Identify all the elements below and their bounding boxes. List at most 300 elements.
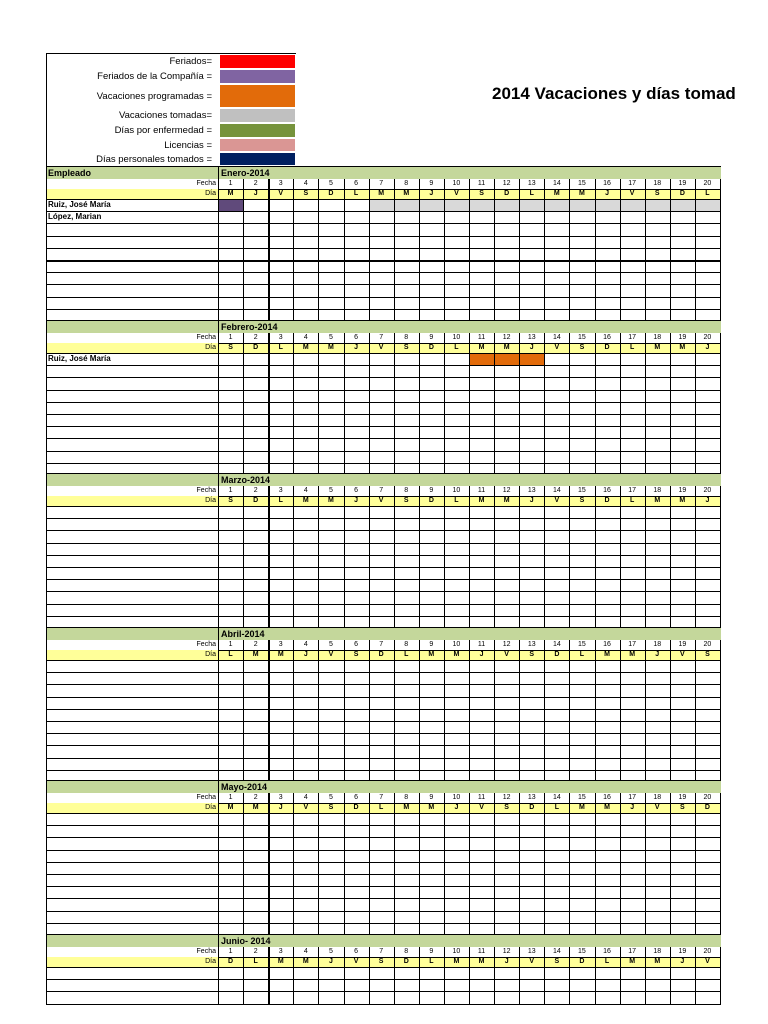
grid-line [519, 947, 520, 1004]
dia-label: Día [205, 344, 216, 351]
weekday-cell: S [504, 804, 509, 811]
weekday-cell: D [228, 958, 234, 965]
weekday-cell: L [429, 958, 434, 965]
employee-name: Ruiz, José María [48, 354, 111, 363]
date-cell: 20 [703, 487, 712, 494]
date-cell: 19 [678, 334, 687, 341]
grid-line [544, 486, 545, 628]
fecha-label: Fecha [196, 334, 216, 341]
weekday-cell: D [679, 190, 685, 197]
grid-line [419, 333, 420, 475]
date-cell: 16 [603, 794, 611, 801]
grid-line [344, 179, 345, 321]
weekday-cell: M [403, 804, 410, 811]
weekday-cell: S [328, 804, 334, 811]
weekday-cell: D [554, 651, 560, 658]
grid-line [544, 947, 545, 1004]
grid-line [268, 947, 270, 1004]
grid-line [394, 793, 395, 935]
legend-swatch [219, 152, 296, 166]
weekday-cell: M [328, 344, 334, 351]
fecha-label: Fecha [196, 948, 216, 955]
date-cell: 16 [603, 641, 611, 648]
weekday-cell: M [478, 497, 485, 504]
month-block [46, 627, 721, 782]
date-cell: 13 [527, 641, 536, 648]
grid-line [645, 179, 646, 321]
grid-line [469, 793, 470, 935]
weekday-cell: D [579, 958, 585, 965]
page-title: 2014 Vacaciones y días tomad [492, 84, 736, 103]
grid-line [620, 179, 621, 321]
weekday-cell: L [353, 190, 359, 197]
date-cell: 3 [278, 641, 283, 648]
grid-line [268, 333, 270, 475]
date-cell: 2 [253, 487, 258, 494]
weekday-cell: M [453, 958, 460, 965]
date-cell: 17 [628, 334, 637, 341]
grid-line [595, 486, 596, 628]
legend-item [47, 84, 296, 108]
date-cell: 11 [477, 334, 486, 341]
weekday-cell: J [278, 804, 283, 811]
date-cell: 16 [603, 334, 611, 341]
grid-line [268, 486, 270, 628]
weekday-cell: L [228, 651, 233, 658]
weekday-cell: V [705, 958, 710, 965]
weekday-cell: J [504, 958, 509, 965]
grid-line [293, 179, 294, 321]
date-cell: 4 [303, 794, 308, 801]
grid-line [46, 1004, 721, 1005]
legend-item [47, 138, 296, 152]
weekday-cell: S [705, 651, 710, 658]
date-cell: 9 [429, 641, 434, 648]
date-cell: 19 [678, 180, 687, 187]
grid-line [670, 486, 671, 628]
legend-label: Feriados= [169, 56, 212, 67]
date-cell: 11 [477, 794, 486, 801]
weekday-cell: M [503, 497, 510, 504]
weekday-cell: V [328, 651, 334, 658]
date-cell: 10 [452, 334, 461, 341]
month-block [46, 934, 721, 1004]
weekday-cell: V [303, 804, 309, 811]
date-cell: 2 [253, 641, 258, 648]
date-cell: 14 [552, 334, 561, 341]
grid-line [670, 947, 671, 1004]
weekday-cell: M [604, 804, 610, 811]
grid-line [544, 333, 545, 475]
weekday-cell: D [428, 497, 434, 504]
grid-line [46, 166, 47, 321]
weekday-cell: V [454, 190, 459, 197]
weekday-cell: M [328, 497, 334, 504]
grid-line [720, 640, 721, 782]
weekday-cell: M [277, 651, 284, 658]
grid-line [720, 333, 721, 475]
weekday-cell: D [378, 651, 384, 658]
date-cell: 4 [303, 641, 308, 648]
grid-line [444, 947, 445, 1004]
weekday-cell: M [629, 651, 636, 658]
grid-line [369, 640, 370, 782]
grid-line [569, 333, 570, 475]
date-cell: 16 [603, 948, 611, 955]
grid-line [218, 627, 219, 782]
date-cell: 5 [328, 487, 333, 494]
day-mark[interactable] [469, 353, 544, 365]
date-cell: 1 [228, 180, 233, 187]
dia-label: Día [205, 958, 216, 965]
weekday-cell: D [253, 497, 259, 504]
grid-line [720, 793, 721, 935]
dia-label: Día [205, 190, 216, 197]
month-block [46, 320, 721, 475]
grid-line [469, 179, 470, 321]
date-cell: 19 [678, 794, 687, 801]
date-cell: 17 [628, 641, 637, 648]
date-cell: 9 [429, 948, 434, 955]
date-cell: 18 [653, 794, 662, 801]
weekday-cell: S [228, 344, 233, 351]
weekday-cell: M [227, 804, 234, 811]
weekday-cell: D [428, 344, 434, 351]
grid-line [494, 486, 495, 628]
weekday-cell: S [303, 190, 309, 197]
weekday-cell: S [353, 651, 359, 658]
employee-name: Ruiz, José María [48, 200, 111, 209]
legend-label: Días por enfermedad = [114, 125, 212, 136]
grid-line [394, 947, 395, 1004]
weekday-cell: V [378, 344, 384, 351]
grid-line [645, 947, 646, 1004]
weekday-cell: D [504, 190, 510, 197]
date-cell: 15 [578, 794, 586, 801]
date-cell: 8 [404, 948, 409, 955]
weekday-cell: V [529, 958, 535, 965]
date-cell: 12 [502, 180, 511, 187]
grid-line [444, 793, 445, 935]
grid-line [243, 486, 244, 628]
weekday-cell: S [579, 497, 585, 504]
legend-item [47, 108, 296, 123]
date-cell: 9 [429, 794, 434, 801]
weekday-cell: D [328, 190, 334, 197]
date-cell: 18 [653, 948, 662, 955]
month-header [46, 780, 721, 793]
legend-swatch [219, 138, 296, 152]
grid-line [720, 947, 721, 1004]
grid-line [670, 793, 671, 935]
grid-line [695, 333, 696, 475]
weekday-cell: L [454, 344, 459, 351]
date-cell: 6 [354, 334, 358, 341]
date-cell: 10 [452, 948, 461, 955]
grid-line [444, 486, 445, 628]
grid-line [369, 486, 370, 628]
month-header [46, 473, 721, 486]
legend-swatch [219, 84, 296, 108]
date-cell: 3 [278, 334, 283, 341]
date-cell: 14 [552, 641, 561, 648]
employee-name: López, Marian [48, 212, 102, 222]
date-cell: 14 [552, 948, 561, 955]
grid-line [318, 333, 319, 475]
grid-line [695, 793, 696, 935]
date-cell: 15 [578, 334, 586, 341]
date-cell: 7 [379, 794, 384, 801]
month-name: Enero-2014 [221, 168, 270, 178]
date-cell: 3 [278, 180, 283, 187]
weekday-cell: M [553, 190, 560, 197]
grid-line [419, 179, 420, 321]
grid-line [544, 793, 545, 935]
date-cell: 7 [379, 487, 384, 494]
date-cell: 11 [477, 487, 486, 494]
date-cell: 11 [477, 180, 486, 187]
month-name: Febrero-2014 [221, 322, 278, 332]
date-cell: 10 [452, 794, 461, 801]
grid-line [444, 333, 445, 475]
date-cell: 1 [228, 641, 233, 648]
date-cell: 6 [354, 641, 358, 648]
legend-swatch [219, 123, 296, 138]
grid-line [369, 793, 370, 935]
date-cell: 20 [703, 948, 712, 955]
legend-label: Vacaciones tomadas= [118, 110, 212, 121]
grid-line [243, 640, 244, 782]
grid-line [620, 640, 621, 782]
grid-line [620, 793, 621, 935]
date-cell: 15 [578, 487, 586, 494]
grid-line [243, 333, 244, 475]
day-mark[interactable] [218, 199, 243, 211]
weekday-cell: L [630, 344, 635, 351]
date-cell: 15 [578, 641, 586, 648]
weekday-cell: L [529, 190, 534, 197]
grid-line [318, 793, 319, 935]
grid-line [46, 473, 47, 628]
date-cell: 20 [703, 641, 712, 648]
grid-line [469, 486, 470, 628]
grid-line [569, 179, 570, 321]
weekday-cell: M [277, 958, 284, 965]
grid-line [569, 947, 570, 1004]
date-cell: 8 [404, 794, 409, 801]
date-cell: 19 [678, 641, 687, 648]
weekday-cell: M [302, 344, 309, 351]
weekday-cell: M [227, 190, 234, 197]
grid-line [670, 179, 671, 321]
weekday-cell: M [302, 497, 309, 504]
weekday-cell: S [479, 190, 484, 197]
weekday-cell: J [529, 497, 534, 504]
date-cell: 9 [429, 180, 434, 187]
date-cell: 3 [278, 487, 283, 494]
grid-line [218, 934, 219, 1004]
weekday-cell: V [554, 344, 560, 351]
grid-line [268, 793, 270, 935]
weekday-cell: M [478, 958, 485, 965]
date-cell: 20 [703, 180, 712, 187]
date-cell: 8 [404, 487, 409, 494]
weekday-cell: J [705, 497, 710, 504]
weekday-cell: J [354, 344, 358, 351]
legend-label: Vacaciones programadas = [96, 90, 212, 102]
dia-label: Día [205, 497, 216, 504]
weekday-cell: J [454, 804, 459, 811]
date-cell: 18 [653, 487, 662, 494]
date-cell: 1 [228, 948, 233, 955]
grid-line [293, 793, 294, 935]
weekday-cell: J [529, 344, 534, 351]
grid-line [444, 179, 445, 321]
weekday-cell: V [554, 497, 560, 504]
month-block [46, 780, 721, 935]
date-cell: 10 [452, 487, 461, 494]
weekday-cell: L [579, 651, 585, 658]
month-header [46, 934, 721, 947]
date-cell: 18 [653, 334, 662, 341]
grid-line [695, 179, 696, 321]
grid-line [369, 947, 370, 1004]
weekday-cell: S [680, 804, 685, 811]
grid-line [46, 780, 47, 935]
grid-line [620, 947, 621, 1004]
grid-line [469, 640, 470, 782]
grid-line [394, 640, 395, 782]
grid-line [293, 333, 294, 475]
weekday-cell: S [378, 958, 384, 965]
grid-line [46, 934, 47, 1004]
weekday-cell: J [705, 344, 710, 351]
weekday-cell: V [504, 651, 509, 658]
weekday-cell: L [554, 804, 559, 811]
fecha-label: Fecha [196, 180, 216, 187]
date-cell: 13 [527, 487, 536, 494]
date-cell: 5 [328, 948, 333, 955]
grid-line [419, 640, 420, 782]
weekday-cell: L [630, 497, 635, 504]
weekday-cell: M [679, 497, 686, 504]
date-cell: 10 [452, 641, 461, 648]
legend-box [46, 53, 296, 166]
grid-line [670, 333, 671, 475]
weekday-cell: V [278, 190, 284, 197]
date-cell: 13 [527, 948, 536, 955]
grid-line [645, 640, 646, 782]
weekday-cell: M [604, 651, 610, 658]
weekday-cell: M [654, 497, 661, 504]
weekday-cell: D [529, 804, 535, 811]
date-cell: 2 [253, 948, 258, 955]
date-cell: 11 [477, 641, 486, 648]
weekday-cell: L [404, 651, 409, 658]
weekday-cell: M [428, 651, 435, 658]
weekday-cell: S [228, 497, 233, 504]
legend-label: Días personales tomados = [96, 153, 212, 165]
grid-line [218, 780, 219, 935]
weekday-cell: D [704, 804, 710, 811]
grid-line [494, 179, 495, 321]
date-cell: 19 [678, 487, 687, 494]
grid-line [494, 333, 495, 475]
date-cell: 2 [253, 334, 258, 341]
date-cell: 5 [328, 641, 333, 648]
weekday-cell: S [529, 651, 535, 658]
date-cell: 17 [628, 180, 637, 187]
month-name: Marzo-2014 [221, 475, 271, 485]
weekday-cell: M [252, 651, 259, 658]
weekday-cell: J [429, 190, 434, 197]
weekday-cell: V [629, 190, 635, 197]
date-cell: 8 [404, 180, 409, 187]
date-cell: 11 [477, 948, 486, 955]
weekday-cell: M [428, 804, 435, 811]
weekday-cell: S [579, 344, 585, 351]
date-cell: 20 [703, 334, 712, 341]
date-cell: 17 [628, 794, 637, 801]
grid-line [519, 333, 520, 475]
grid-line [494, 947, 495, 1004]
legend-item [47, 123, 296, 138]
grid-line [595, 179, 596, 321]
grid-line [243, 793, 244, 935]
weekday-cell: L [379, 804, 384, 811]
grid-line [344, 486, 345, 628]
weekday-cell: S [554, 958, 560, 965]
fecha-label: Fecha [196, 487, 216, 494]
weekday-cell: L [604, 958, 610, 965]
grid-line [670, 640, 671, 782]
month-name: Abril-2014 [221, 629, 265, 639]
date-cell: 1 [228, 794, 233, 801]
date-cell: 14 [552, 794, 561, 801]
weekday-cell: M [503, 344, 510, 351]
date-cell: 8 [404, 334, 409, 341]
date-cell: 6 [354, 180, 358, 187]
weekday-cell: M [403, 190, 410, 197]
legend-item [47, 54, 296, 69]
grid-line [318, 640, 319, 782]
date-cell: 13 [527, 794, 536, 801]
weekday-cell: V [378, 497, 384, 504]
weekday-cell: M [679, 344, 686, 351]
empleado-header: Empleado [48, 168, 92, 178]
weekday-cell: D [403, 958, 409, 965]
date-cell: 6 [354, 794, 358, 801]
weekday-cell: J [354, 497, 358, 504]
grid-line [46, 627, 47, 782]
grid-line [419, 947, 420, 1004]
month-block [46, 473, 721, 628]
date-cell: 6 [354, 948, 358, 955]
weekday-cell: L [278, 497, 283, 504]
grid-line [268, 179, 270, 321]
grid-line [695, 640, 696, 782]
weekday-cell: J [680, 958, 685, 965]
weekday-cell: M [654, 344, 661, 351]
weekday-cell: M [453, 651, 460, 658]
date-cell: 17 [628, 948, 637, 955]
weekday-cell: V [680, 651, 685, 658]
grid-line [595, 333, 596, 475]
weekday-cell: M [579, 804, 585, 811]
grid-line [369, 333, 370, 475]
month-header [46, 320, 721, 333]
date-cell: 5 [328, 794, 333, 801]
